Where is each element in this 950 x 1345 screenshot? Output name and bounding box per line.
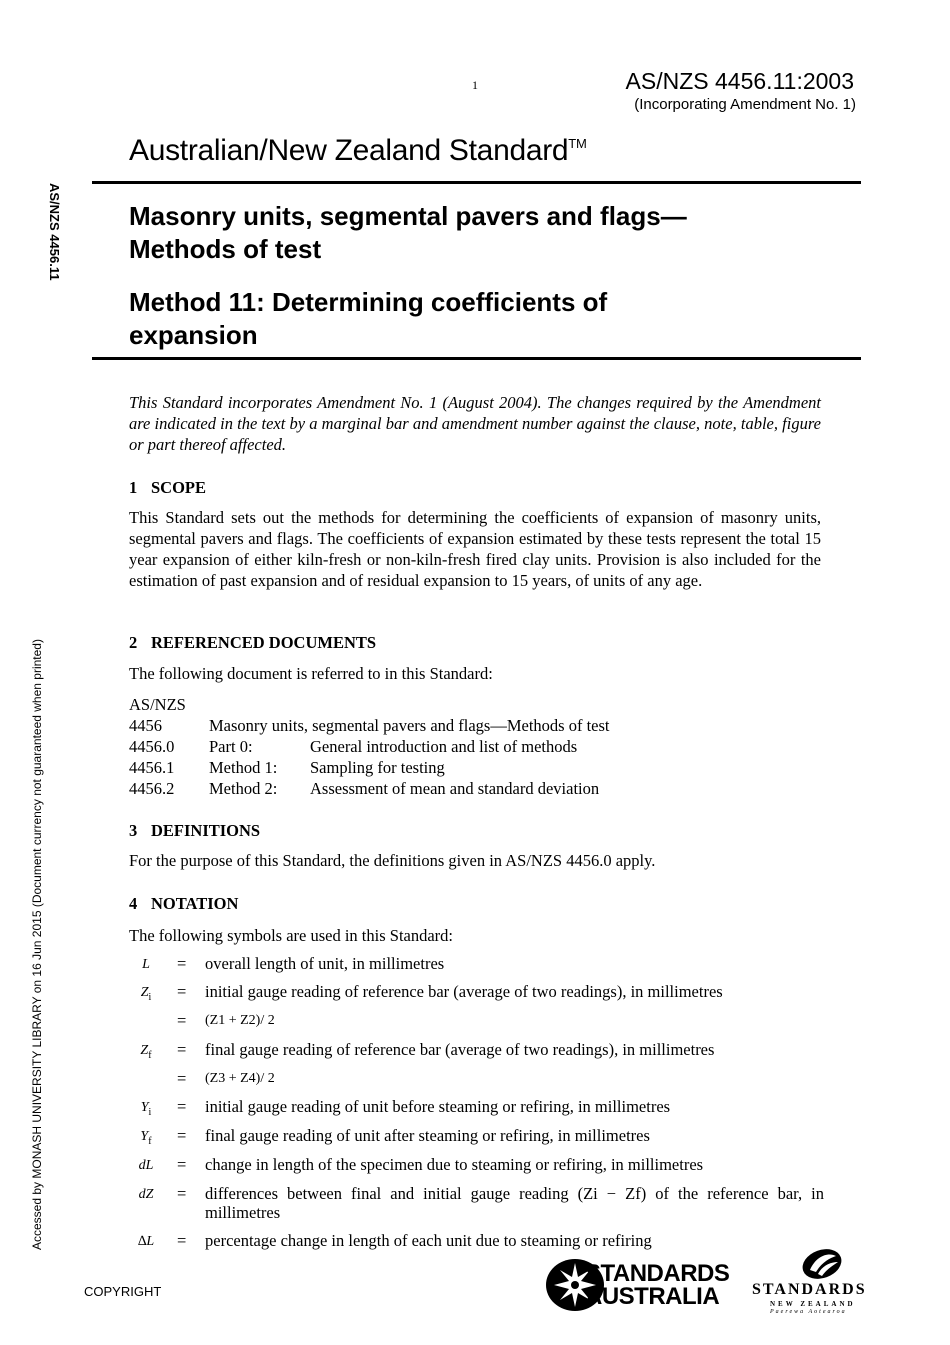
sa-line-2: AUSTRALIA	[585, 1283, 720, 1310]
definitions-paragraph: For the purpose of this Standard, the definitions given in AS/NZS 4456.0 apply.	[129, 851, 656, 870]
series-title	[129, 134, 586, 168]
sa-line-1: STANDARDS	[585, 1260, 730, 1287]
formula-zf: (Z3 + Z4)/ 2	[205, 1071, 275, 1086]
equals-sign: =	[177, 982, 187, 1001]
notation-description: change in length of the specimen due to steaming or refiring, in millimetres	[205, 1155, 704, 1174]
access-watermark: Accessed by MONASH UNIVERSITY LIBRARY on 16 Jun 2015 (Document currency not guaranteed when printed)	[30, 639, 44, 1250]
amendment-note: (Incorporating Amendment No. 1)	[634, 96, 856, 113]
margin-standard-code: AS/NZS 4456.11	[47, 183, 62, 281]
standards-nz-logo-icon	[800, 1248, 844, 1280]
equals-sign: =	[177, 1011, 187, 1030]
ref-title: Assessment of mean and standard deviation	[310, 779, 600, 798]
notation-paragraph: The following symbols are used in this Standard:	[129, 926, 453, 945]
ref-part: Method 1:	[209, 758, 278, 777]
title-line-1: Masonry units, segmental pavers and flags—	[129, 201, 687, 231]
notation-symbol: ∆L	[137, 1234, 155, 1249]
method-title	[129, 286, 849, 352]
method-line-1: Method 11: Determining coefficients of	[129, 287, 608, 317]
standards-nz-subtitle: NEW ZEALAND	[770, 1300, 856, 1308]
equals-sign: =	[177, 1184, 187, 1203]
notation-symbol: L	[142, 957, 150, 972]
title-line-2: Methods of test	[129, 234, 322, 264]
equals-sign: =	[177, 1097, 187, 1116]
method-line-2: expansion	[129, 320, 258, 350]
section-number: 2	[129, 633, 138, 652]
notation-symbol: $Y_f$	[140, 1129, 152, 1147]
notation-description: percentage change in length of each unit due to steaming or refiring	[205, 1231, 652, 1250]
notation-description: final gauge reading of unit after steaming or refiring, in millimetres	[205, 1126, 650, 1145]
equals-sign: =	[177, 1126, 187, 1145]
equals-sign: =	[177, 1069, 187, 1088]
notation-description: differences between final and initial gauge reading (Zi − Zf) of the reference bar, in millimetres	[205, 1184, 824, 1222]
section-number: 4	[129, 894, 138, 913]
equals-sign: =	[177, 1155, 187, 1174]
prefix-text: AS/NZS	[129, 695, 186, 714]
notation-description: overall length of unit, in millimetres	[205, 954, 445, 973]
section-heading-notation	[129, 894, 238, 914]
formula-zi: (Z1 + Z2)/ 2	[205, 1013, 275, 1028]
ref-part: Masonry units, segmental pavers and flags—Methods of test	[209, 716, 610, 735]
section-title: DEFINITIONS	[151, 821, 261, 840]
scope-paragraph: This Standard sets out the methods for determining the coefficients of expansion of masonry units, segmental pavers and flags. The coefficients of expansion estimated by these tests represent the total 15 year expansion of either kiln-fresh or non-kiln-fresh fired clay units. Provision is also included for the estimation of past expansion and of residual expansion to 15 years, of units of any age.	[129, 508, 821, 590]
bottom-rule	[92, 357, 861, 360]
notation-symbol: $Y_i$	[140, 1100, 152, 1118]
ref-code: 4456	[129, 716, 162, 735]
standards-nz-maori: Paerewa Aotearoa	[770, 1309, 847, 1315]
ref-code: 4456.1	[129, 758, 175, 777]
ref-part: Method 2:	[209, 779, 278, 798]
standard-code: AS/NZS 4456.11:2003	[625, 68, 854, 94]
document-title	[129, 200, 849, 266]
amendment-intro: This Standard incorporates Amendment No. 1 (August 2004). The changes required by the Amendment are indicated in the text by a marginal bar and amendment number against the clause, note, table, figure or part thereof affected.	[129, 393, 821, 454]
section-heading-scope	[129, 478, 206, 498]
section-title: SCOPE	[151, 478, 207, 497]
equals-sign: =	[177, 1231, 187, 1250]
equals-sign: =	[177, 1040, 187, 1059]
notation-symbol: dL	[138, 1158, 154, 1173]
section-heading-definitions	[129, 821, 260, 841]
ref-code: 4456.0	[129, 737, 175, 756]
section-heading-referenced	[129, 633, 376, 653]
ref-title: General introduction and list of methods	[310, 737, 578, 756]
top-rule	[92, 181, 861, 184]
notation-symbol: $Z_f$	[140, 1043, 152, 1061]
section-title: REFERENCED DOCUMENTS	[151, 633, 377, 652]
standards-australia-wordmark	[585, 1262, 729, 1308]
section-number: 1	[129, 478, 138, 497]
standards-nz-wordmark: STANDARDS	[752, 1281, 867, 1298]
notation-symbol: dZ	[138, 1187, 154, 1202]
notation-description: initial gauge reading of unit before steaming or refiring, in millimetres	[205, 1097, 671, 1116]
ref-title: Sampling for testing	[310, 758, 445, 777]
copyright-label: COPYRIGHT	[84, 1284, 162, 1299]
section-title: NOTATION	[151, 894, 239, 913]
ref-code: 4456.2	[129, 779, 175, 798]
notation-description: initial gauge reading of reference bar (average of two readings), in millimetres	[205, 982, 723, 1001]
notation-description: final gauge reading of reference bar (average of two readings), in millimetres	[205, 1040, 715, 1059]
ref-part: Part 0:	[209, 737, 253, 756]
series-title-text: Australian/New Zealand Standard	[129, 134, 569, 167]
page-number: 1	[472, 78, 478, 92]
notation-symbol: $Z_i$	[140, 985, 152, 1003]
referenced-paragraph: The following document is referred to in this Standard:	[129, 664, 493, 683]
trademark-mark: TM	[568, 136, 587, 151]
section-number: 3	[129, 821, 138, 840]
equals-sign: =	[177, 954, 187, 973]
